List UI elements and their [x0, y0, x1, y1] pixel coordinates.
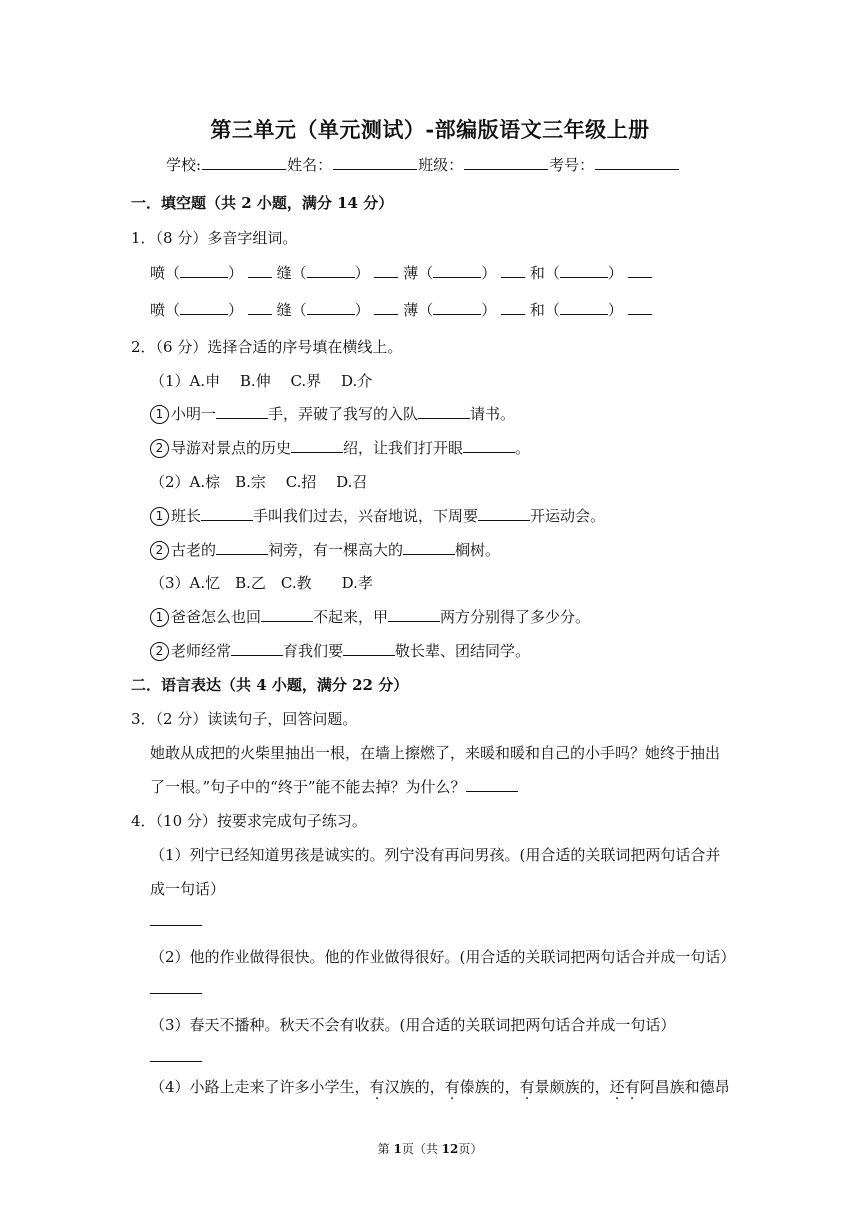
- answer-blank[interactable]: [560, 264, 608, 278]
- q4-part-3: （3）春天不播种。秋天不会有收获。(用合适的关联词把两句话合并成一句话）: [150, 1016, 676, 1034]
- page-footer: 第 1页（共 12页）: [377, 1142, 483, 1156]
- section-1-heading: 一．填空题（共 2 小题，满分 14 分）: [131, 194, 394, 212]
- school-blank[interactable]: [202, 155, 286, 170]
- page-title: 第三单元（单元测试）-部编版语文三年级上册: [210, 117, 650, 142]
- answer-blank[interactable]: [216, 405, 268, 419]
- q2-g3-sentence-2: 2 老师经常 育我们要 敬长辈、团结同学。: [150, 640, 530, 661]
- answer-blank[interactable]: [248, 301, 272, 315]
- emphasis-char: 有: [519, 1078, 535, 1096]
- answer-blank[interactable]: [628, 264, 652, 278]
- q2-g2-sentence-2: 2 古老的 祠旁，有一棵高大的 榈树。: [150, 539, 500, 560]
- q2-g3-sentence-1: 1 爸爸怎么也回 不起来，甲 两方分别得了多少分。: [150, 606, 590, 627]
- q3-passage-line-2: 了一根。”句子中的“终于”能不能去掉？为什么？: [150, 776, 518, 797]
- q3-stem: 3．（2 分）读读句子，回答问题。: [131, 710, 358, 728]
- answer-blank[interactable]: [216, 541, 268, 555]
- section-2-heading: 二．语言表达（共 4 小题，满分 22 分）: [131, 676, 409, 694]
- answer-blank[interactable]: [291, 439, 343, 453]
- q4-stem: 4．（10 分）按要求完成句子练习。: [131, 812, 367, 830]
- answer-blank[interactable]: [418, 405, 470, 419]
- emphasis-char: 有: [444, 1078, 460, 1096]
- circled-number: 1: [150, 507, 169, 526]
- answer-blank[interactable]: [628, 301, 652, 315]
- emphasis-char: 有: [624, 1078, 640, 1096]
- page-number: 1: [393, 1142, 402, 1156]
- q1-char: 薄: [403, 264, 419, 282]
- q1-stem: 1．（8 分）多音字组词。: [131, 229, 298, 247]
- answer-blank[interactable]: [307, 264, 355, 278]
- q1-char: 和: [529, 264, 545, 282]
- answer-blank[interactable]: [150, 980, 202, 994]
- q1-char: 喷: [150, 264, 166, 282]
- answer-blank[interactable]: [433, 301, 481, 315]
- answer-blank[interactable]: [388, 608, 440, 622]
- answer-blank[interactable]: [150, 912, 202, 926]
- exam-no-blank[interactable]: [595, 155, 679, 170]
- answer-blank[interactable]: [248, 264, 272, 278]
- page-total: 12: [441, 1142, 459, 1156]
- q1-char: 薄: [403, 301, 419, 319]
- class-label: 班级：: [418, 156, 464, 174]
- q3-passage-line-1: 她敢从成把的火柴里抽出一根，在墙上擦燃了，来暖和暖和自己的小手吗？她终于抽出: [150, 744, 721, 762]
- q2-g1-sentence-1: 1 小明一 手，弄破了我写的入队 请书。: [150, 403, 515, 424]
- answer-blank[interactable]: [433, 264, 481, 278]
- answer-blank[interactable]: [261, 608, 313, 622]
- answer-blank[interactable]: [231, 642, 283, 656]
- answer-blank[interactable]: [180, 264, 228, 278]
- q4-part-3-answer: [150, 1048, 202, 1066]
- q1-row-2: 喷（ ） 缝（ ） 薄（ ） 和（ ）: [150, 299, 652, 320]
- answer-blank[interactable]: [501, 264, 525, 278]
- q4-part-1-line-1: （1）列宁已经知道男孩是诚实的。列宁没有再问男孩。(用合适的关联词把两句话合并: [150, 846, 721, 864]
- q2-group-2-options: （2）A.棕 B.宗 C.招 D.召: [150, 473, 368, 491]
- q4-part-1-line-2: 成一句话）: [150, 880, 226, 898]
- q2-g2-sentence-1: 1 班长 手叫我们过去，兴奋地说，下周要 开运动会。: [150, 505, 605, 526]
- answer-blank[interactable]: [374, 301, 398, 315]
- answer-blank[interactable]: [307, 301, 355, 315]
- answer-blank[interactable]: [466, 778, 518, 792]
- q1-row-1: 喷（ ） 缝（ ） 薄（ ） 和（ ）: [150, 262, 652, 283]
- circled-number: 1: [150, 608, 169, 627]
- emphasis-char: 还: [609, 1078, 625, 1096]
- answer-blank[interactable]: [343, 642, 395, 656]
- q2-group-1-options: （1）A.申 B.伸 C.界 D.介: [150, 372, 373, 390]
- name-blank[interactable]: [333, 155, 417, 170]
- circled-number: 2: [150, 642, 169, 661]
- exam-no-label: 考号：: [549, 156, 595, 174]
- answer-blank[interactable]: [201, 507, 253, 521]
- q1-char: 和: [529, 301, 545, 319]
- answer-blank[interactable]: [478, 507, 530, 521]
- circled-number: 2: [150, 439, 169, 458]
- circled-number: 2: [150, 541, 169, 560]
- q2-g1-sentence-2: 2 导游对景点的历史 绍，让我们打开眼 。: [150, 437, 530, 458]
- q2-stem: 2．（6 分）选择合适的序号填在横线上。: [131, 338, 403, 356]
- school-label: 学校:: [166, 156, 202, 174]
- student-info-row: [166, 154, 680, 175]
- q4-part-1-answer: [150, 912, 202, 930]
- q1-char: 缝: [276, 264, 292, 282]
- answer-blank[interactable]: [180, 301, 228, 315]
- q2-group-3-options: （3）A.忆 B.乙 C.教 D.孝: [150, 574, 373, 592]
- answer-blank[interactable]: [403, 541, 455, 555]
- class-blank[interactable]: [464, 155, 548, 170]
- q4-part-2-answer: [150, 980, 202, 998]
- answer-blank[interactable]: [560, 301, 608, 315]
- answer-blank[interactable]: [150, 1048, 202, 1062]
- answer-blank[interactable]: [501, 301, 525, 315]
- emphasis-char: 有: [369, 1078, 385, 1096]
- answer-blank[interactable]: [374, 264, 398, 278]
- q4-part-4: （4）小路上走来了许多小学生，有汉族的，有傣族的，有景颇族的，还有阿昌族和德昂: [150, 1078, 730, 1096]
- q1-char: 喷: [150, 301, 166, 319]
- q1-char: 缝: [276, 301, 292, 319]
- q4-part-2: （2）他的作业做得很快。他的作业做得很好。(用合适的关联词把两句话合并成一句话）: [150, 948, 736, 966]
- circled-number: 1: [150, 405, 169, 424]
- answer-blank[interactable]: [463, 439, 515, 453]
- name-label: 姓名：: [287, 156, 333, 174]
